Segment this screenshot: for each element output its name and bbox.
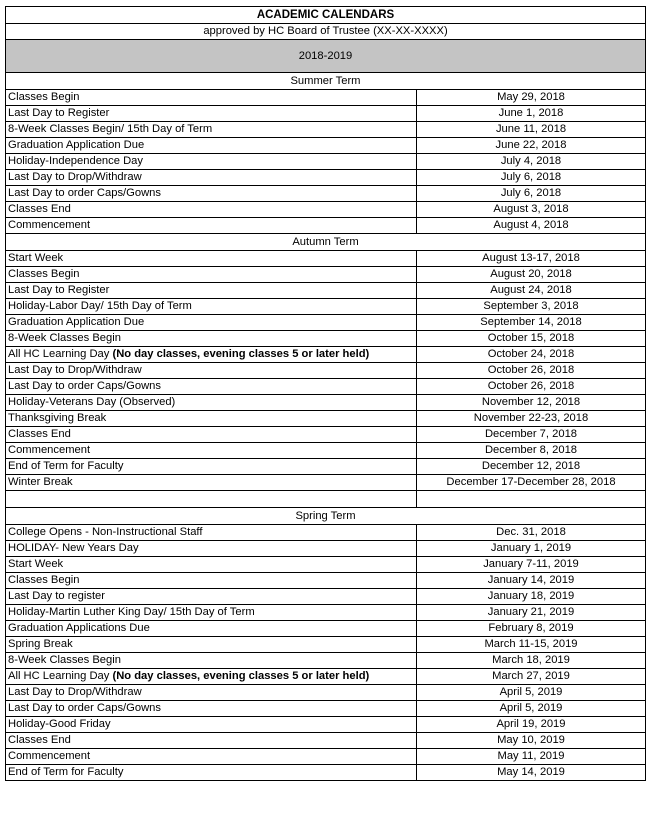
calendar-row [6,685,646,701]
date-cell: January 7-11, 2019 [417,557,646,573]
event-name: Last Day to Drop/Withdraw [8,171,142,183]
event-cell [6,557,417,573]
approval-note: approved by HC Board of Trustee (XX-XX-XXXX) [6,24,646,40]
date-cell: October 24, 2018 [417,347,646,363]
date-cell: March 11-15, 2019 [417,637,646,653]
date-cell: February 8, 2019 [417,621,646,637]
date-cell: April 5, 2019 [417,701,646,717]
spring-term-header [6,508,646,525]
date-cell: August 24, 2018 [417,283,646,299]
academic-year: 2018-2019 [6,40,646,73]
event-name: Classes End [8,428,71,440]
event-cell [6,283,417,299]
date-cell: March 27, 2019 [417,669,646,685]
date-cell: October 26, 2018 [417,379,646,395]
calendar-row [6,443,646,459]
calendar-row [6,363,646,379]
event-name: Holiday-Veterans Day (Observed) [8,396,176,408]
date-cell: December 7, 2018 [417,427,646,443]
event-cell [6,733,417,749]
calendar-row [6,331,646,347]
event-name: 8-Week Classes Begin [8,654,121,666]
date-cell: January 18, 2019 [417,589,646,605]
date-cell: September 3, 2018 [417,299,646,315]
event-cell [6,395,417,411]
event-name: Thanksgiving Break [8,412,107,424]
event-note: (No day classes, evening classes 5 or later held) [112,670,370,682]
calendar-row [6,749,646,765]
date-cell: April 19, 2019 [417,717,646,733]
event-name: Last Day to order Caps/Gowns [8,380,161,392]
date-cell: July 4, 2018 [417,154,646,170]
date-cell: August 4, 2018 [417,218,646,234]
event-cell [6,379,417,395]
event-name: Holiday-Good Friday [8,718,111,730]
date-cell: May 11, 2019 [417,749,646,765]
calendar-row [6,589,646,605]
calendar-row [6,379,646,395]
event-note: (No day classes, evening classes 5 or later held) [112,348,370,360]
event-cell [6,138,417,154]
autumn-term-title: Autumn Term [6,234,646,251]
event-cell [6,363,417,379]
date-cell: May 29, 2018 [417,90,646,106]
date-cell: June 1, 2018 [417,106,646,122]
event-cell [6,443,417,459]
event-cell [6,525,417,541]
event-name: Last Day to register [8,590,106,602]
calendar-row [6,347,646,363]
event-cell [6,573,417,589]
event-name: 8-Week Classes Begin [8,332,121,344]
event-name: HOLIDAY- New Years Day [8,542,139,554]
event-name: Commencement [8,750,91,762]
event-name: All HC Learning Day [8,348,110,360]
event-name: Winter Break [8,476,73,488]
event-cell [6,154,417,170]
event-cell [6,251,417,267]
event-name: Last Day to Drop/Withdraw [8,686,142,698]
calendar-title: ACADEMIC CALENDARS [6,7,646,24]
event-name: Last Day to order Caps/Gowns [8,187,161,199]
spring-term-title: Spring Term [6,508,646,525]
event-name: Classes Begin [8,268,80,280]
event-name: Last Day to order Caps/Gowns [8,702,161,714]
title-row [6,7,646,24]
spacer-cell [417,491,646,508]
event-cell [6,475,417,491]
event-name: Commencement [8,444,91,456]
calendar-row [6,299,646,315]
event-name: End of Term for Faculty [8,460,124,472]
date-cell: November 12, 2018 [417,395,646,411]
calendar-row [6,621,646,637]
event-cell [6,427,417,443]
date-cell: January 14, 2019 [417,573,646,589]
event-cell [6,106,417,122]
event-name: Start Week [8,558,64,570]
date-cell: December 12, 2018 [417,459,646,475]
event-cell [6,331,417,347]
event-cell [6,605,417,621]
date-cell: Dec. 31, 2018 [417,525,646,541]
calendar-row [6,701,646,717]
event-cell [6,186,417,202]
event-name: Holiday-Labor Day/ 15th Day of Term [8,300,192,312]
event-cell [6,202,417,218]
date-cell: May 10, 2019 [417,733,646,749]
event-name: Commencement [8,219,91,231]
spacer-row [6,491,646,508]
calendar-table [5,6,646,781]
date-cell: April 5, 2019 [417,685,646,701]
event-cell [6,669,417,685]
event-name: Classes Begin [8,574,80,586]
date-cell: June 11, 2018 [417,122,646,138]
event-name: Classes End [8,203,71,215]
calendar-row [6,765,646,781]
date-cell: July 6, 2018 [417,170,646,186]
calendar-row [6,653,646,669]
calendar-row [6,315,646,331]
calendar-row [6,154,646,170]
event-name: Classes Begin [8,91,80,103]
calendar-row [6,669,646,685]
event-cell [6,90,417,106]
date-cell: December 17-December 28, 2018 [417,475,646,491]
calendar-row [6,106,646,122]
autumn-term-header [6,234,646,251]
date-cell: March 18, 2019 [417,653,646,669]
summer-term-header [6,73,646,90]
calendar-row [6,733,646,749]
event-name: Last Day to Register [8,284,110,296]
date-cell: August 20, 2018 [417,267,646,283]
event-cell [6,637,417,653]
calendar-row [6,186,646,202]
calendar-row [6,202,646,218]
calendar-row [6,541,646,557]
event-name: Holiday-Martin Luther King Day/ 15th Day of Term [8,606,255,618]
calendar-row [6,605,646,621]
date-cell: December 8, 2018 [417,443,646,459]
date-cell: January 1, 2019 [417,541,646,557]
calendar-row [6,395,646,411]
date-cell: August 13-17, 2018 [417,251,646,267]
event-cell [6,218,417,234]
event-cell [6,315,417,331]
event-cell [6,267,417,283]
date-cell: January 21, 2019 [417,605,646,621]
calendar-row [6,170,646,186]
event-cell [6,749,417,765]
summer-term-title: Summer Term [6,73,646,90]
event-cell [6,765,417,781]
date-cell: July 6, 2018 [417,186,646,202]
event-cell [6,299,417,315]
event-name: Graduation Application Due [8,316,145,328]
date-cell: November 22-23, 2018 [417,411,646,427]
event-cell [6,685,417,701]
calendar-row [6,637,646,653]
event-cell [6,701,417,717]
date-cell: May 14, 2019 [417,765,646,781]
event-cell [6,122,417,138]
event-cell [6,653,417,669]
event-name: College Opens - Non-Instructional Staff [8,526,203,538]
event-cell [6,717,417,733]
event-name: End of Term for Faculty [8,766,124,778]
calendar-row [6,459,646,475]
calendar-row [6,283,646,299]
date-cell: August 3, 2018 [417,202,646,218]
academic-year-row [6,40,646,73]
date-cell: October 26, 2018 [417,363,646,379]
event-name: Last Day to Register [8,107,110,119]
spacer-cell [6,491,417,508]
event-name: All HC Learning Day [8,670,110,682]
event-name: Last Day to Drop/Withdraw [8,364,142,376]
event-cell [6,170,417,186]
calendar-row [6,717,646,733]
calendar-row [6,525,646,541]
event-cell [6,347,417,363]
event-cell [6,541,417,557]
event-name: Classes End [8,734,71,746]
calendar-row [6,251,646,267]
academic-calendar-sheet [5,6,645,781]
event-cell [6,411,417,427]
event-cell [6,589,417,605]
calendar-row [6,218,646,234]
event-name: 8-Week Classes Begin/ 15th Day of Term [8,123,213,135]
event-name: Graduation Application Due [8,139,145,151]
calendar-row [6,411,646,427]
calendar-row [6,557,646,573]
calendar-row [6,122,646,138]
event-name: Start Week [8,252,64,264]
calendar-row [6,475,646,491]
calendar-row [6,90,646,106]
calendar-row [6,267,646,283]
date-cell: September 14, 2018 [417,315,646,331]
event-cell [6,459,417,475]
subtitle-row [6,24,646,40]
event-name: Graduation Applications Due [8,622,150,634]
event-name: Holiday-Independence Day [8,155,143,167]
date-cell: June 22, 2018 [417,138,646,154]
calendar-row [6,573,646,589]
event-cell [6,621,417,637]
date-cell: October 15, 2018 [417,331,646,347]
calendar-row [6,427,646,443]
calendar-row [6,138,646,154]
event-name: Spring Break [8,638,73,650]
